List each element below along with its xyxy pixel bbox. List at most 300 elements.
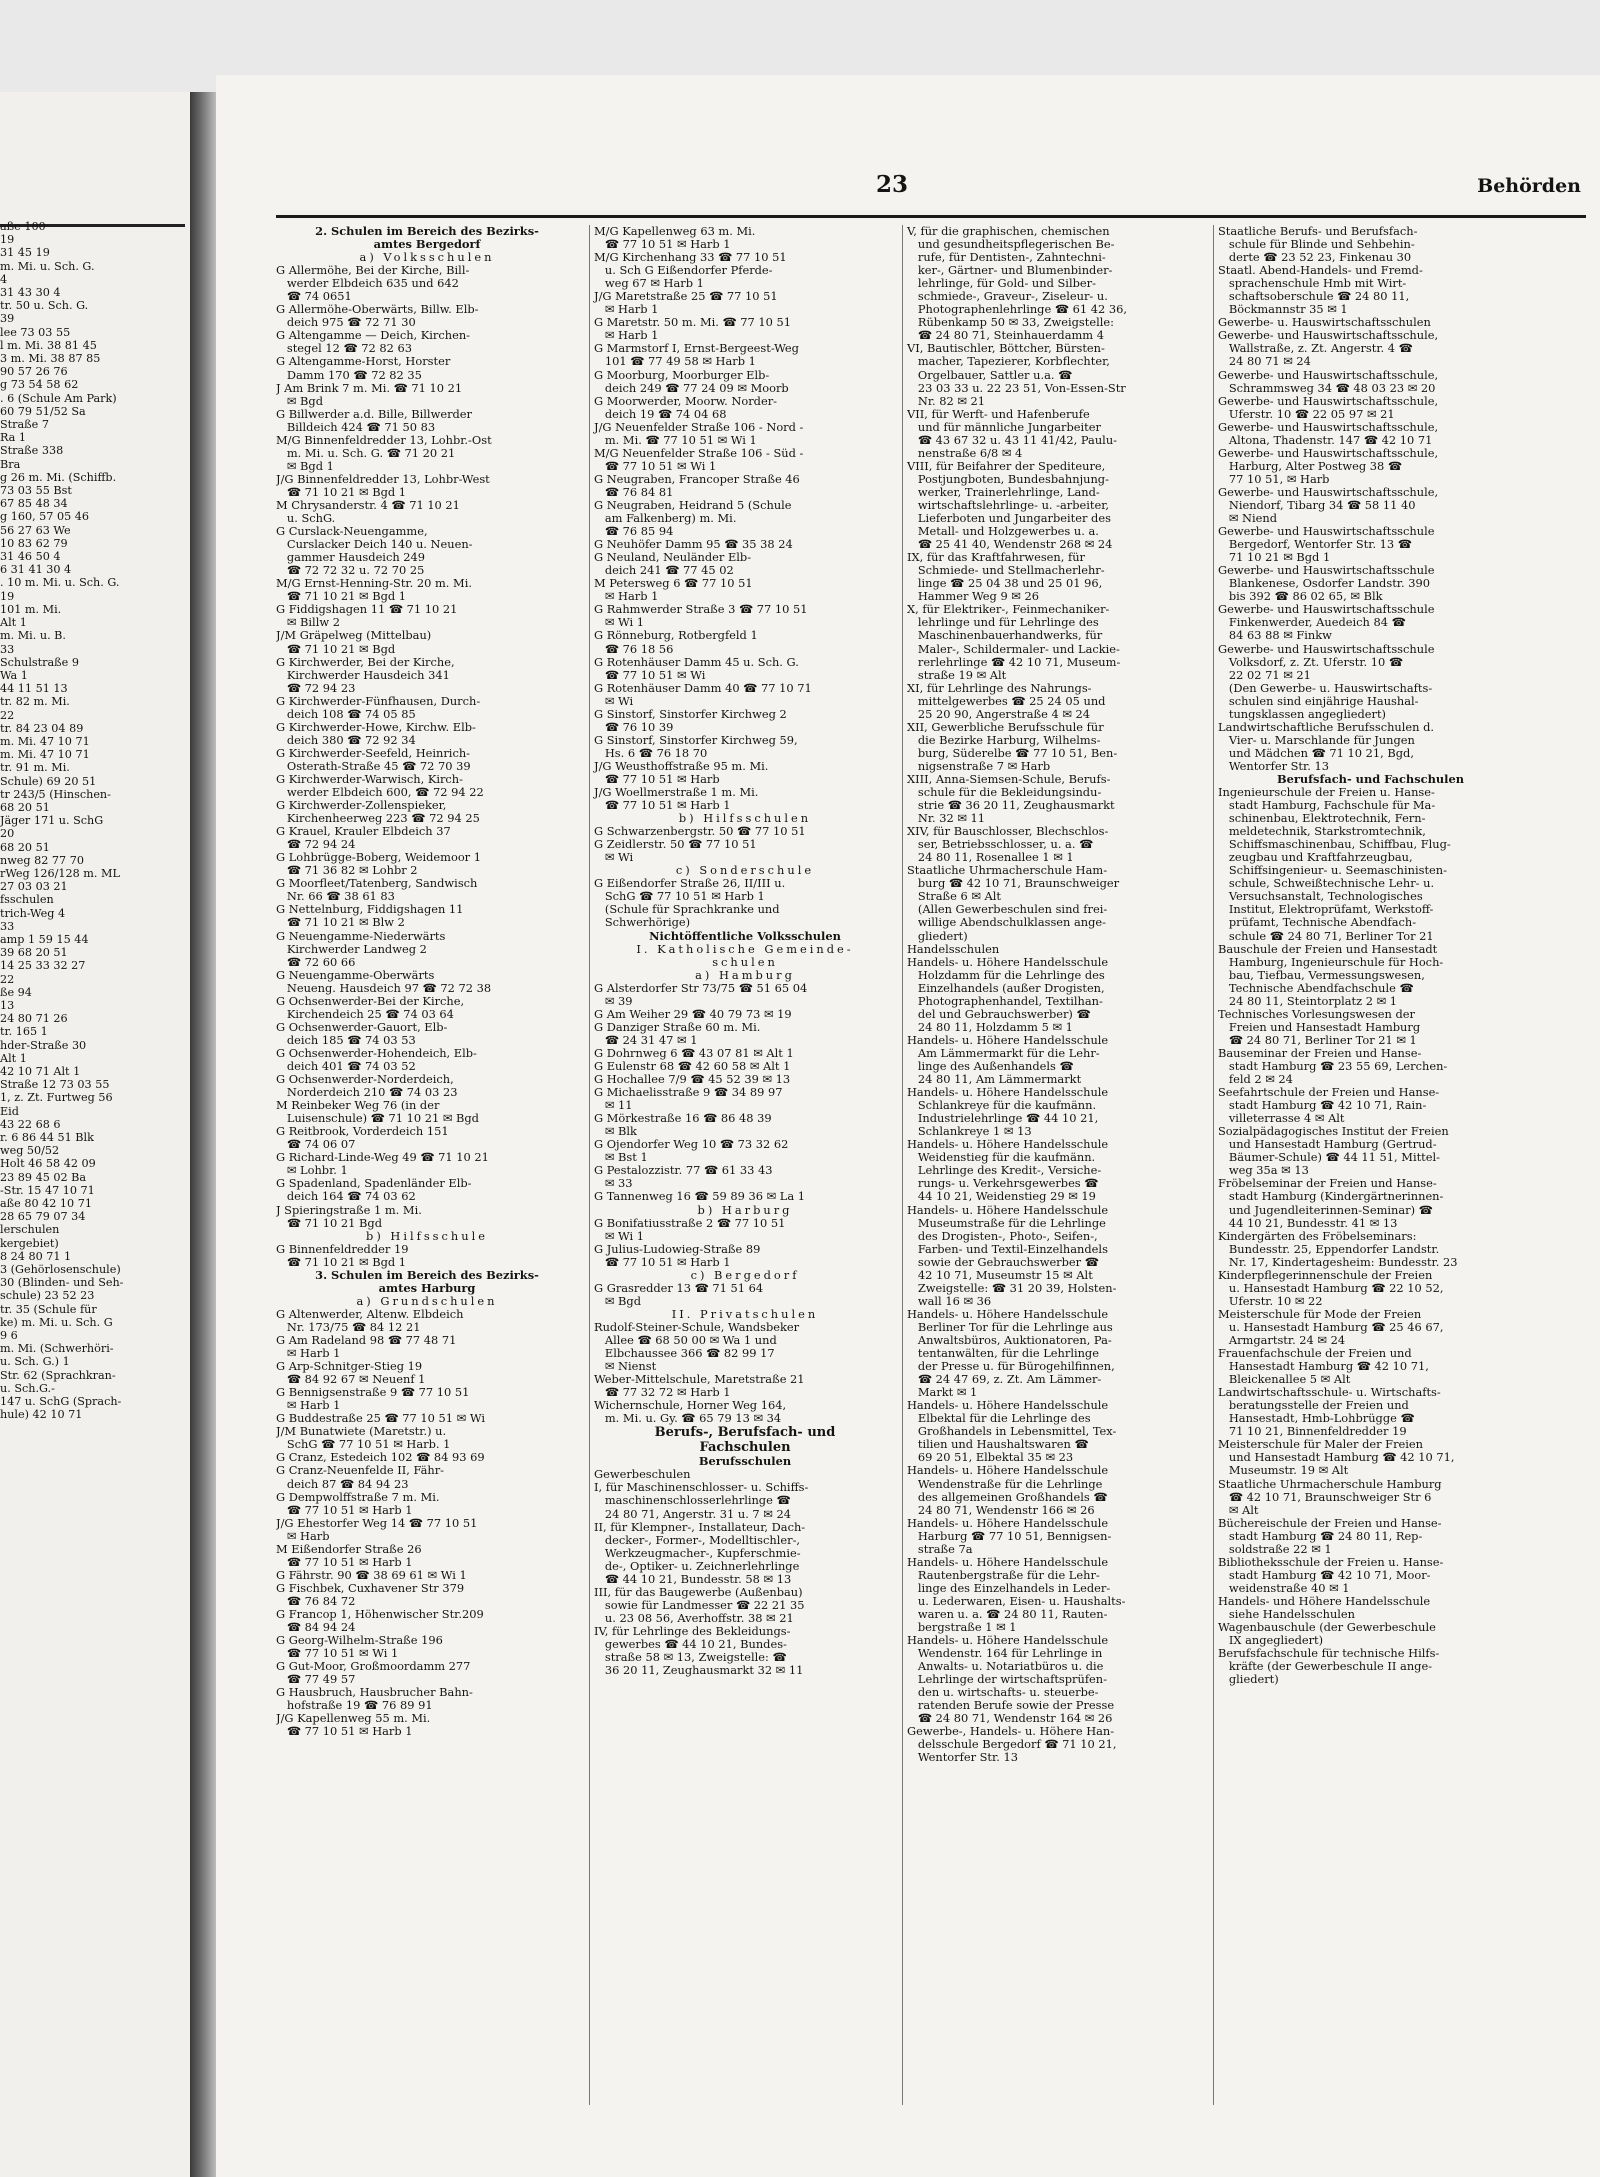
fragment-line: . 6 (Schule Am Park) bbox=[0, 391, 117, 405]
entry-line: Gewerbe-, Handels- u. Höhere Han- bbox=[907, 1724, 1115, 1739]
entry-line: G Lohbrügge-Boberg, Weidemoor 1 bbox=[276, 850, 481, 865]
entry-line: G Rönneburg, Rotbergfeld 1 bbox=[594, 628, 758, 643]
fragment-line: lee 73 03 55 bbox=[0, 325, 71, 339]
entry-line: 24 80 11, Rosenallee 1 ✉ 1 bbox=[907, 850, 1074, 865]
section-heading: c) Bergedorf bbox=[690, 1267, 800, 1282]
entry-line: ✉ Harb 1 bbox=[594, 302, 659, 317]
entry-line: ✉ Wi bbox=[594, 850, 634, 865]
entry-line: G Altengamme-Horst, Horster bbox=[276, 354, 451, 369]
entry-line: ☎ 84 92 67 ✉ Neuenf 1 bbox=[276, 1372, 426, 1387]
fragment-line: tr. 50 u. Sch. G. bbox=[0, 299, 89, 313]
entry-line: ☎ 77 10 51 ✉ Harb 1 bbox=[276, 1724, 413, 1739]
fragment-line: rWeg 126/128 m. ML bbox=[0, 866, 120, 880]
entry-line: G Schwarzenbergstr. 50 ☎ 77 10 51 bbox=[594, 824, 806, 839]
entry-line: G Dempwolffstraße 7 m. Mi. bbox=[276, 1489, 440, 1504]
fragment-line: tr. 82 m. Mi. bbox=[0, 695, 70, 709]
entry-line: Hansestadt Hamburg ☎ 42 10 71, bbox=[1218, 1359, 1429, 1374]
entry-line: Zweigstelle: ☎ 31 20 39, Holsten- bbox=[907, 1280, 1117, 1295]
entry-line: G Altenwerder, Altenw. Elbdeich bbox=[276, 1306, 464, 1321]
entry-line: G Fischbek, Cuxhavener Str 379 bbox=[276, 1580, 465, 1595]
fragment-line: 42 10 71 Alt 1 bbox=[0, 1065, 81, 1078]
entry-line: IX, für das Kraftfahrwesen, für bbox=[907, 550, 1085, 565]
fragment-line: 60 79 51/52 Sa bbox=[0, 404, 86, 418]
entry-line: Metall- und Holzgewerbes u. a. bbox=[907, 524, 1099, 539]
entry-line: Nr. 66 ☎ 38 61 83 bbox=[276, 889, 395, 904]
entry-line: ☎ 77 10 51 ✉ Harb 1 bbox=[594, 798, 731, 813]
entry-line: ✉ Lohbr. 1 bbox=[276, 1163, 348, 1178]
entry-line: ☎ 77 10 51 ✉ Wi 1 bbox=[594, 458, 717, 473]
entry-line: G Kirchwerder, Bei der Kirche, bbox=[276, 654, 455, 669]
entry-line: bis 392 ☎ 86 02 65, ✉ Blk bbox=[1218, 589, 1383, 604]
fragment-line: 39 68 20 51 bbox=[0, 946, 68, 960]
entry-line: Elbektal für die Lehrlinge des bbox=[907, 1411, 1091, 1426]
entry-line: Nr. 32 ✉ 11 bbox=[907, 811, 986, 826]
entry-line: G Julius-Ludowieg-Straße 89 bbox=[594, 1241, 761, 1256]
entry-line: M/G Ernst-Henning-Str. 20 m. Mi. bbox=[276, 576, 472, 591]
section-heading: amtes Harburg bbox=[378, 1280, 476, 1295]
fragment-line: nweg 82 77 70 bbox=[0, 853, 84, 867]
entry-line: Wichernschule, Horner Weg 164, bbox=[594, 1398, 787, 1413]
entry-line: G Moorfleet/Tatenberg, Sandwisch bbox=[276, 876, 478, 891]
entry-line: villeterrasse 4 ✉ Alt bbox=[1218, 1111, 1345, 1126]
section-heading: I. Katholische Gemeinde- bbox=[636, 941, 854, 956]
entry-line: burg, Süderelbe ☎ 77 10 51, Ben- bbox=[907, 745, 1118, 760]
entry-line: deich 87 ☎ 84 94 23 bbox=[276, 1476, 409, 1491]
entry-line: lehrlinge und für Lehrlinge des bbox=[907, 615, 1099, 630]
fragment-line: Ra 1 bbox=[0, 431, 27, 445]
entry-line: ☎ 25 41 40, Wendenstr 268 ✉ 24 bbox=[907, 537, 1113, 552]
entry-line: Schiffsmaschinenbau, Schiffbau, Flug- bbox=[1218, 837, 1451, 852]
entry-line: Schiffsingenieur- u. Seemaschinisten- bbox=[1218, 863, 1447, 878]
fragment-line: g 73 54 58 62 bbox=[0, 378, 79, 392]
fragment-line: 44 11 51 13 bbox=[0, 682, 68, 696]
entry-line: straße 7a bbox=[907, 1541, 973, 1556]
entry-line: Am Lämmermarkt für die Lehr- bbox=[907, 1045, 1100, 1060]
entry-line: Bäumer-Schule) ☎ 44 11 51, Mittel- bbox=[1218, 1150, 1440, 1165]
entry-line: J/G Neuenfelder Straße 106 - Nord - bbox=[594, 419, 804, 434]
entry-line: J Am Brink 7 m. Mi. ☎ 71 10 21 bbox=[276, 380, 463, 395]
entry-line: 101 ☎ 77 49 58 ✉ Harb 1 bbox=[594, 354, 756, 369]
entry-line: sowie für Landmesser ☎ 22 21 35 bbox=[594, 1597, 805, 1612]
fragment-line: 6 31 41 30 4 bbox=[0, 563, 72, 577]
entry-line: Museumstr. 19 ✉ Alt bbox=[1218, 1463, 1349, 1478]
entry-line: am Falkenberg) m. Mi. bbox=[594, 511, 737, 526]
section-title: Behörden bbox=[1477, 175, 1581, 197]
entry-line: M Reinbeker Weg 76 (in der bbox=[276, 1098, 440, 1113]
entry-line: weg 35a ✉ 13 bbox=[1218, 1163, 1309, 1178]
entry-line: ☎ 76 84 81 bbox=[594, 484, 674, 499]
section-heading: Berufsfach- und Fachschulen bbox=[1277, 771, 1464, 786]
entry-line: Wallstraße, z. Zt. Angerstr. 4 ☎ bbox=[1218, 341, 1413, 356]
fragment-line: kergebiet) bbox=[0, 1236, 59, 1250]
entry-line: feld 2 ✉ 24 bbox=[1218, 1072, 1293, 1087]
entry-line: ☎ 43 67 32 u. 43 11 41/42, Paulu- bbox=[907, 432, 1118, 447]
entry-line: Hamburg, Ingenieurschule für Hoch- bbox=[1218, 954, 1444, 969]
entry-line: Schrammsweg 34 ☎ 48 03 23 ✉ 20 bbox=[1218, 380, 1436, 395]
entry-line: G Sinstorf, Sinstorfer Kirchweg 59, bbox=[594, 732, 798, 747]
entry-line: schule für die Bekleidungsindu- bbox=[907, 785, 1102, 800]
entry-line: Hansestadt, Hmb-Lohbrügge ☎ bbox=[1218, 1411, 1415, 1426]
entry-line: Frauenfachschule der Freien und bbox=[1218, 1346, 1412, 1361]
entry-line: Nr. 82 ✉ 21 bbox=[907, 393, 986, 408]
entry-line: Einzelhandels (außer Drogisten, bbox=[907, 980, 1105, 995]
entry-line: ☎ 74 06 07 bbox=[276, 1137, 356, 1152]
fragment-line: Str. 62 (Sprachkran- bbox=[0, 1368, 116, 1382]
entry-line: ☎ 77 10 51 ✉ Harb bbox=[594, 771, 720, 786]
entry-line: ker-, Gärtner- und Blumenbinder- bbox=[907, 263, 1113, 278]
entry-line: stadt Hamburg ☎ 24 80 11, Rep- bbox=[1218, 1528, 1423, 1543]
fragment-line: tr. 84 23 04 89 bbox=[0, 721, 84, 735]
entry-line: Rudolf-Steiner-Schule, Wandsbeker bbox=[594, 1319, 800, 1334]
entry-line: u. Hansestadt Hamburg ☎ 25 46 67, bbox=[1218, 1319, 1444, 1334]
entry-line: 71 10 21 ✉ Bgd 1 bbox=[1218, 550, 1331, 565]
entry-line: 25 20 90, Angerstraße 4 ✉ 24 bbox=[907, 706, 1091, 721]
entry-line: Kirchwerder Hausdeich 341 bbox=[276, 667, 450, 682]
entry-line: Wendenstr. 164 für Lehrlinge in bbox=[907, 1646, 1103, 1661]
fragment-line: 20 bbox=[0, 827, 15, 841]
entry-line: werker, Trainerlehrlinge, Land- bbox=[907, 484, 1100, 499]
fragment-line: Alt 1 bbox=[0, 616, 27, 630]
entry-line: G Kirchwerder-Fünfhausen, Durch- bbox=[276, 693, 481, 708]
entry-line: Lieferboten und Jungarbeiter des bbox=[907, 511, 1111, 526]
entry-line: Maler-, Schildermaler- und Lackie- bbox=[907, 641, 1120, 656]
entry-line: I, für Maschinenschlosser- u. Schiffs- bbox=[594, 1480, 809, 1495]
section-heading: 3. Schulen im Bereich des Bezirks- bbox=[315, 1267, 539, 1282]
entry-line: deich 185 ☎ 74 03 53 bbox=[276, 1032, 416, 1047]
entry-line: u. Hansestadt Hamburg ☎ 22 10 52, bbox=[1218, 1280, 1444, 1295]
entry-line: meldetechnik, Starkstromtechnik, bbox=[1218, 824, 1426, 839]
entry-line: Volksdorf, z. Zt. Uferstr. 10 ☎ bbox=[1218, 654, 1404, 669]
entry-line: Staatliche Uhrmacherschule Ham- bbox=[907, 863, 1108, 878]
entry-line: und Hansestadt Hamburg ☎ 42 10 71, bbox=[1218, 1450, 1455, 1465]
entry-line: Handelsschulen bbox=[907, 941, 1000, 956]
entry-line: Bauschule der Freien und Hansestadt bbox=[1218, 941, 1438, 956]
entry-line: rufe, für Dentisten-, Zahntechni- bbox=[907, 250, 1106, 265]
entry-line: G Sinstorf, Sinstorfer Kirchweg 2 bbox=[594, 706, 787, 721]
entry-line: (Allen Gewerbeschulen sind frei- bbox=[907, 902, 1108, 917]
fragment-line: 90 57 26 76 bbox=[0, 365, 68, 379]
fragment-line: m. Mi. u. Sch. G. bbox=[0, 259, 95, 273]
entry-line: deich 19 ☎ 74 04 68 bbox=[594, 406, 727, 421]
entry-line: derte ☎ 23 52 23, Finkenau 30 bbox=[1218, 250, 1412, 265]
entry-line: schmiede-, Graveur-, Ziseleur- u. bbox=[907, 289, 1108, 304]
entry-line: Gewerbe- und Hauswirtschaftsschule, bbox=[1218, 328, 1439, 343]
entry-line: werder Elbdeich 635 und 642 bbox=[276, 276, 459, 291]
entry-line: 23 03 33 u. 22 23 51, Von-Essen-Str bbox=[907, 380, 1126, 395]
fragment-line: 3 m. Mi. 38 87 85 bbox=[0, 352, 101, 366]
entry-line: G Eißendorfer Straße 26, II/III u. bbox=[594, 876, 786, 891]
entry-line: XIII, Anna-Siemsen-Schule, Berufs- bbox=[907, 771, 1111, 786]
entry-line: G Moorwerder, Moorw. Norder- bbox=[594, 393, 778, 408]
fragment-line: 67 85 48 34 bbox=[0, 497, 68, 511]
entry-line: ✉ Nienst bbox=[594, 1359, 657, 1374]
entry-line: ✉ Wi 1 bbox=[594, 1228, 645, 1243]
entry-line: J Spieringstraße 1 m. Mi. bbox=[276, 1202, 422, 1217]
entry-line: deich 975 ☎ 72 71 30 bbox=[276, 315, 416, 330]
entry-line: Weidenstieg für die kaufmänn. bbox=[907, 1150, 1096, 1165]
entry-line: G Dohrnweg 6 ☎ 43 07 81 ✉ Alt 1 bbox=[594, 1045, 794, 1060]
section-heading: c) Sonderschule bbox=[675, 863, 815, 878]
entry-line: Berliner Tor für die Lehrlinge aus bbox=[907, 1319, 1113, 1334]
entry-line: Kinderpflegerinnenschule der Freien bbox=[1218, 1267, 1433, 1282]
entry-line: ✉ Bgd 1 bbox=[276, 458, 334, 473]
entry-line: schule ☎ 24 80 71, Berliner Tor 21 bbox=[1218, 928, 1434, 943]
entry-line: Versuchsanstalt, Technologisches bbox=[1218, 889, 1423, 904]
section-heading: Fachschulen bbox=[699, 1440, 791, 1456]
entry-line: Bundesstr. 25, Eppendorfer Landstr. bbox=[1218, 1241, 1440, 1256]
entry-line: 44 10 21, Bundesstr. 41 ✉ 13 bbox=[1218, 1215, 1398, 1230]
entry-line: ☎ 24 80 71, Berliner Tor 21 ✉ 1 bbox=[1218, 1032, 1417, 1047]
entry-line: J/M Bunatwiete (Maretstr.) u. bbox=[276, 1424, 447, 1439]
entry-line: G Neuhöfer Damm 95 ☎ 35 38 24 bbox=[594, 537, 793, 552]
entry-line: Meisterschule für Mode der Freien bbox=[1218, 1306, 1422, 1321]
fragment-line: tr. 91 m. Mi. bbox=[0, 761, 70, 775]
section-heading: Nichtöffentliche Volksschulen bbox=[649, 928, 841, 943]
entry-line: stadt Hamburg (Kindergärtnerinnen- bbox=[1218, 1189, 1444, 1204]
entry-line: 24 80 11, Am Lämmermarkt bbox=[907, 1072, 1082, 1087]
entry-line: G Am Weiher 29 ☎ 40 79 73 ✉ 19 bbox=[594, 1006, 792, 1021]
entry-line: straße 19 ✉ Alt bbox=[907, 667, 1007, 682]
section-heading: 2. Schulen im Bereich des Bezirks- bbox=[315, 225, 539, 238]
entry-line: G Neuengamme-Oberwärts bbox=[276, 967, 435, 982]
entry-line: und für männliche Jungarbeiter bbox=[907, 419, 1101, 434]
fragment-line: schule) 23 52 23 bbox=[0, 1289, 95, 1303]
entry-line: Landwirtschaftliche Berufsschulen d. bbox=[1218, 719, 1435, 734]
entry-line: straße 58 ✉ 13, Zweigstelle: ☎ bbox=[594, 1650, 787, 1665]
entry-line: ☎ 76 85 94 bbox=[594, 524, 674, 539]
left-page-fragment bbox=[0, 92, 192, 2177]
entry-line: J/G Binnenfeldredder 13, Lohbr-West bbox=[276, 471, 490, 486]
entry-line: ☎ 72 94 24 bbox=[276, 837, 356, 852]
entry-line: G Gut-Moor, Großmoordamm 277 bbox=[276, 1659, 471, 1674]
entry-line: Maschinenbauerhandwerks, für bbox=[907, 628, 1103, 643]
entry-line: Schlankreye 1 ✉ 13 bbox=[907, 1124, 1032, 1139]
entry-line: Kindergärten des Fröbelseminars: bbox=[1218, 1228, 1417, 1243]
entry-line: M Eißendorfer Straße 26 bbox=[276, 1541, 422, 1556]
entry-line: kräfte (der Gewerbeschule II ange- bbox=[1218, 1659, 1433, 1674]
entry-line: G Cranz, Estedeich 102 ☎ 84 93 69 bbox=[276, 1450, 485, 1465]
entry-line: IX angegliedert) bbox=[1218, 1633, 1324, 1648]
entry-line: G Mörkestraße 16 ☎ 86 48 39 bbox=[594, 1111, 772, 1126]
entry-line: Handels- u. Höhere Handelsschule bbox=[907, 1515, 1109, 1530]
entry-line: VIII, für Beifahrer der Spediteure, bbox=[907, 458, 1106, 473]
section-heading: schulen bbox=[712, 954, 778, 969]
entry-line: Photographenlehrlinge ☎ 61 42 36, bbox=[907, 302, 1127, 317]
fragment-line: Eid bbox=[0, 1104, 19, 1118]
fragment-line: 10 83 62 79 bbox=[0, 536, 68, 550]
entry-line: III, für das Baugewerbe (Außenbau) bbox=[594, 1584, 803, 1599]
entry-line: XI, für Lehrlinge des Nahrungs- bbox=[907, 680, 1092, 695]
entry-line: Elbchaussee 366 ☎ 82 99 17 bbox=[594, 1346, 775, 1361]
entry-line: Handels- u. Höhere Handelsschule bbox=[907, 1633, 1109, 1648]
entry-line: zeugbau und Kraftfahrzeugbau, bbox=[1218, 850, 1413, 865]
fragment-line: weg 50/52 bbox=[0, 1144, 60, 1158]
fragment-line: tr. 35 (Schule für bbox=[0, 1302, 97, 1316]
entry-line: Holzdamm für die Lehrlinge des bbox=[907, 967, 1105, 982]
fragment-line: l m. Mi. 38 81 45 bbox=[0, 338, 97, 352]
entry-line: Wentorfer Str. 13 bbox=[1218, 758, 1329, 773]
entry-line: tilien und Haushaltswaren ☎ bbox=[907, 1437, 1089, 1452]
entry-line: Gewerbe- und Hauswirtschaftsschule, bbox=[1218, 393, 1439, 408]
section-heading: Berufsschulen bbox=[698, 1454, 792, 1469]
entry-line: ☎ 77 10 51 ✉ Wi 1 bbox=[276, 1646, 399, 1661]
entry-line: J/G Weusthoffstraße 95 m. Mi. bbox=[594, 758, 769, 773]
entry-line: Gewerbeschulen bbox=[594, 1467, 691, 1482]
entry-line: u. Lederwaren, Eisen- u. Haushalts- bbox=[907, 1593, 1126, 1608]
entry-line: G Fährstr. 90 ☎ 38 69 61 ✉ Wi 1 bbox=[276, 1567, 467, 1582]
fragment-line: 13 bbox=[0, 998, 15, 1012]
entry-line: 84 63 88 ✉ Finkw bbox=[1218, 628, 1332, 643]
entry-line: M Chrysanderstr. 4 ☎ 71 10 21 bbox=[276, 497, 460, 512]
entry-line: G Hausbruch, Hausbrucher Bahn- bbox=[276, 1685, 473, 1700]
entry-line: ☎ 77 10 51 ✉ Harb 1 bbox=[594, 237, 731, 252]
entry-line: Werkzeugmacher-, Kupferschmie- bbox=[594, 1545, 801, 1560]
entry-line: J/G Kapellenweg 55 m. Mi. bbox=[276, 1711, 431, 1726]
entry-line: ☎ 24 80 71, Wendenstr 164 ✉ 26 bbox=[907, 1711, 1113, 1726]
entry-line: Landwirtschaftsschule- u. Wirtschafts- bbox=[1218, 1385, 1441, 1400]
entry-line: Staatliche Uhrmacherschule Hamburg bbox=[1218, 1476, 1442, 1491]
entry-line: rungs- u. Verkehrsgewerbes ☎ bbox=[907, 1176, 1099, 1191]
entry-line: m. Mi. ☎ 77 10 51 ✉ Wi 1 bbox=[594, 432, 757, 447]
fragment-line: g 26 m. Mi. (Schiffb. bbox=[0, 470, 117, 484]
fragment-line: 28 65 79 07 34 bbox=[0, 1210, 86, 1224]
entry-line: G Zeidlerstr. 50 ☎ 77 10 51 bbox=[594, 837, 757, 852]
entry-line: ✉ Harb 1 bbox=[276, 1346, 341, 1361]
fragment-line: 147 u. SchG (Sprach- bbox=[0, 1395, 122, 1409]
fragment-line: Jäger 171 u. SchG bbox=[0, 814, 104, 828]
entry-line: ✉ Alt bbox=[1218, 1502, 1259, 1517]
section-heading: b) Harburg bbox=[697, 1202, 793, 1217]
entry-line: die Bezirke Harburg, Wilhelms- bbox=[907, 732, 1101, 747]
fragment-line: 22 bbox=[0, 708, 15, 722]
fragment-line: Schule) 69 20 51 bbox=[0, 774, 97, 788]
fragment-line: 68 20 51 bbox=[0, 800, 50, 814]
entry-line: ✉ Harb 1 bbox=[594, 589, 659, 604]
entry-line: M/G Neuenfelder Straße 106 - Süd - bbox=[594, 445, 804, 460]
entry-line: gammer Hausdeich 249 bbox=[276, 550, 426, 565]
entry-line: Handels- u. Höhere Handelsschule bbox=[907, 1032, 1109, 1047]
entry-line: ☎ 71 10 21 ✉ Bgd 1 bbox=[276, 589, 407, 604]
entry-line: ☎ 77 10 51 ✉ Wi bbox=[594, 667, 706, 682]
entry-line: deich 401 ☎ 74 03 52 bbox=[276, 1059, 416, 1073]
fragment-line: Schulstraße 9 bbox=[0, 655, 79, 669]
entry-line: ☎ 71 10 21 ✉ Blw 2 bbox=[276, 915, 405, 930]
entry-line: ✉ Niend bbox=[1218, 511, 1278, 526]
entry-line: IV, für Lehrlinge des Bekleidungs- bbox=[594, 1623, 791, 1638]
entry-line: Berufsfachschule für technische Hilfs- bbox=[1218, 1646, 1440, 1661]
fragment-line: 22 bbox=[0, 972, 15, 986]
page-number: 23 bbox=[876, 171, 909, 198]
fragment-line: 4 bbox=[0, 272, 8, 286]
fragment-line: trich-Weg 4 bbox=[0, 906, 66, 920]
fragment-line: tr 243/5 (Hinschen- bbox=[0, 787, 111, 801]
entry-line: Norderdeich 210 ☎ 74 03 23 bbox=[276, 1085, 458, 1100]
entry-line: deich 380 ☎ 72 92 34 bbox=[276, 732, 416, 747]
entry-line: ✉ Harb 1 bbox=[594, 328, 659, 343]
entry-line: Großhandels in Lebensmittel, Tex- bbox=[907, 1424, 1117, 1439]
entry-line: ✉ Bst 1 bbox=[594, 1150, 648, 1165]
entry-line: ✉ 11 bbox=[594, 1098, 633, 1113]
entry-line: wirtschaftslehrlinge- u. -arbeiter, bbox=[907, 497, 1110, 512]
section-heading: a) Volksschulen bbox=[359, 250, 495, 265]
entry-line: Staatl. Abend-Handels- und Fremd- bbox=[1218, 263, 1423, 278]
entry-line: Neueng. Hausdeich 97 ☎ 72 72 38 bbox=[276, 980, 492, 995]
entry-line: (Schule für Sprachkranke und bbox=[594, 902, 780, 917]
entry-line: G Georg-Wilhelm-Straße 196 bbox=[276, 1633, 443, 1648]
entry-line: G Bonifatiusstraße 2 ☎ 77 10 51 bbox=[594, 1215, 786, 1230]
entry-line: Schwerhörige) bbox=[594, 915, 691, 930]
entry-line: G Kirchwerder-Seefeld, Heinrich- bbox=[276, 745, 471, 760]
fragment-line: -Str. 15 47 10 71 bbox=[0, 1183, 95, 1197]
entry-line: ☎ 77 10 51 ✉ Harb 1 bbox=[276, 1502, 413, 1517]
entry-line: und Hansestadt Hamburg (Gertrud- bbox=[1218, 1137, 1437, 1152]
entry-line: ☎ 44 10 21, Bundesstr. 58 ✉ 13 bbox=[594, 1571, 792, 1586]
entry-line: SchG ☎ 77 10 51 ✉ Harb. 1 bbox=[276, 1437, 451, 1452]
entry-line: Handels- u. Höhere Handelsschule bbox=[907, 1202, 1109, 1217]
entry-line: Staatliche Berufs- und Berufsfach- bbox=[1218, 225, 1418, 238]
entry-line: ☎ 76 10 39 bbox=[594, 719, 674, 734]
entry-line: Rübenkamp 50 ✉ 33, Zweigstelle: bbox=[907, 315, 1114, 330]
entry-line: linge des Außenhandels ☎ bbox=[907, 1059, 1074, 1073]
fragment-line: m. Mi. 47 10 71 bbox=[0, 734, 90, 748]
entry-line: burg ☎ 42 10 71, Braunschweiger bbox=[907, 876, 1120, 891]
entry-line: ✉ 33 bbox=[594, 1176, 633, 1191]
entry-line: Wentorfer Str. 13 bbox=[907, 1750, 1018, 1765]
entry-line: waren u. a. ☎ 24 80 11, Rauten- bbox=[907, 1606, 1108, 1621]
section-heading: b) Hilfsschule bbox=[366, 1228, 488, 1243]
entry-line: tungsklassen angegliedert) bbox=[1218, 706, 1386, 721]
entry-line: Technische Abendfachschule ☎ bbox=[1218, 980, 1414, 995]
entry-line: u. SchG. bbox=[276, 511, 336, 526]
entry-line: m. Mi. u. Sch. G. ☎ 71 20 21 bbox=[276, 445, 456, 460]
entry-line: deich 108 ☎ 74 05 85 bbox=[276, 706, 416, 721]
entry-line: gliedert) bbox=[1218, 1672, 1279, 1687]
section-heading: a) Grundschulen bbox=[356, 1293, 498, 1308]
entry-line: Rautenbergstraße für die Lehr- bbox=[907, 1567, 1100, 1582]
fragment-line: lerschulen bbox=[0, 1223, 60, 1237]
entry-line: Lehrlinge der wirtschaftsprüfen- bbox=[907, 1672, 1107, 1687]
entry-line: G Ochsenwerder-Bei der Kirche, bbox=[276, 993, 465, 1008]
section-heading: a) Hamburg bbox=[695, 967, 795, 982]
entry-line: Museumstraße für die Lehrlinge bbox=[907, 1215, 1106, 1230]
fragment-line: ße 94 bbox=[0, 985, 32, 999]
entry-line: Gewerbe- und Hauswirtschaftsschule bbox=[1218, 563, 1435, 578]
column-4 bbox=[1213, 225, 1523, 2105]
entry-line: u. Sch G Eißendorfer Pferde- bbox=[594, 263, 773, 278]
entry-line: II, für Klempner-, Installateur, Dach- bbox=[594, 1519, 806, 1534]
entry-line: Industrielehrlinge ☎ 44 10 21, bbox=[907, 1111, 1099, 1126]
section-heading: amtes Bergedorf bbox=[373, 237, 481, 252]
entry-line: deich 249 ☎ 77 24 09 ✉ Moorb bbox=[594, 380, 789, 395]
entry-line: u. 23 08 56, Averhoffstr. 38 ✉ 21 bbox=[594, 1610, 794, 1625]
entry-line: Sozialpädagogisches Institut der Freien bbox=[1218, 1124, 1449, 1139]
entry-line: sprachenschule Hmb mit Wirt- bbox=[1218, 276, 1407, 291]
entry-line: 24 80 71 ✉ 24 bbox=[1218, 354, 1311, 369]
entry-line: schinenbau, Elektrotechnik, Fern- bbox=[1218, 811, 1426, 826]
entry-line: Anwalts- u. Notariatbüros u. die bbox=[907, 1659, 1104, 1674]
fragment-line: 19 bbox=[0, 233, 15, 247]
fragment-line: 27 03 03 21 bbox=[0, 880, 68, 894]
entry-line: ☎ 77 10 51 ✉ Harb 1 bbox=[276, 1554, 413, 1569]
fragment-line: 1, z. Zt. Furtweg 56 bbox=[0, 1091, 113, 1105]
entry-line: Allee ☎ 68 50 00 ✉ Wa 1 und bbox=[594, 1332, 777, 1347]
entry-line: sowie der Gebrauchswerber ☎ bbox=[907, 1254, 1099, 1269]
entry-line: 77 10 51, ✉ Harb bbox=[1218, 471, 1330, 486]
entry-line: des Drogisten-, Photo-, Seifen-, bbox=[907, 1228, 1098, 1243]
fragment-line: fsschulen bbox=[0, 893, 54, 907]
entry-line: ☎ 84 94 24 bbox=[276, 1620, 356, 1635]
entry-line: G Kirchwerder-Zollenspieker, bbox=[276, 798, 447, 813]
